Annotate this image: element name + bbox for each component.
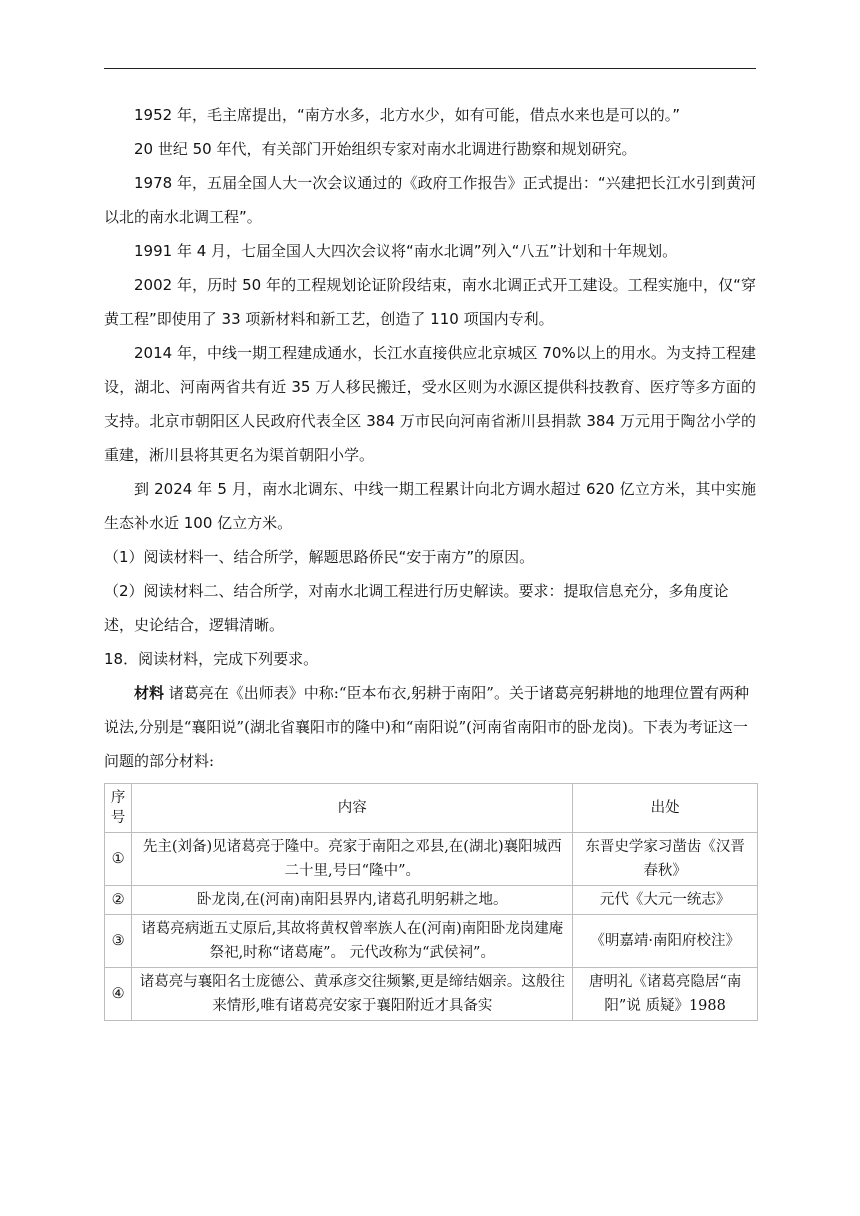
header-no: 序号 [105,784,132,833]
paragraph-1991: 1991 年 4 月，七届全国人大四次会议将“南水北调”列入“八五”计划和十年规划。 [134,242,678,260]
paragraph-1978: 1978 年，五届全国人大一次会议通过的《政府工作报告》正式提出：“兴建把长江水引到黄河以北的南水北调工程”。 [104,174,756,226]
question-1: （1）阅读材料一、结合所学，解题思路侨民“安于南方”的原因。 [104,548,535,566]
row-no: ③ [105,915,132,968]
material-label: 材料 [134,684,165,702]
table-header-row [105,784,758,833]
row-source: 东晋史学家习凿齿《汉晋春秋》 [573,833,758,886]
row-content: 诸葛亮病逝五丈原后,其故将黄权曾率族人在(河南)南阳卧龙岗建庵祭祀,时称“诸葛庵”。 元代改称为“武侯祠”。 [132,915,573,968]
row-source: 元代《大元一统志》 [573,886,758,915]
header-rule [104,68,756,69]
row-content: 诸葛亮与襄阳名士庞德公、黄承彦交往频繁,更是缔结姻亲。这般往来情形,唯有诸葛亮安家于襄阳附近才具备实 [132,968,573,1021]
row-no: ① [105,833,132,886]
evidence-table [104,783,758,1021]
row-content: 先主(刘备)见诸葛亮于隆中。亮家于南阳之邓县,在(湖北)襄阳城西二十里,号曰“隆中”。 [132,833,573,886]
table-row [105,833,758,886]
row-no: ② [105,886,132,915]
table-row [105,915,758,968]
question-2: （2）阅读材料二、结合所学，对南水北调工程进行历史解读。要求：提取信息充分，多角度论述，史论结合，逻辑清晰。 [104,582,729,634]
paragraph-2014: 2014 年，中线一期工程建成通水，长江水直接供应北京城区 70%以上的用水。为支持工程建设，湖北、河南两省共有近 35 万人移民搬迁，受水区则为水源区提供科技教育、医疗等多方面的支持。北京市朝阳区人民政府代表全区 384 万市民向河南省淅川县捐款 384 万元用于陶岔小学的重建，淅川县将其更名为渠首朝阳小学。 [104,344,756,464]
document-body [104,98,756,1021]
paragraph-2002: 2002 年，历时 50 年的工程规划论证阶段结束，南水北调正式开工建设。工程实施中，仅“穿黄工程”即使用了 33 项新材料和新工艺，创造了 110 项国内专利。 [104,276,756,328]
header-source: 出处 [573,784,758,833]
question-18-title: 18．阅读材料，完成下列要求。 [104,650,319,668]
table-row [105,886,758,915]
paragraph-2024: 到 2024 年 5 月，南水北调东、中线一期工程累计向北方调水超过 620 亿立方米，其中实施生态补水近 100 亿立方米。 [104,480,756,532]
table-row [105,968,758,1021]
row-no: ④ [105,968,132,1021]
header-content: 内容 [132,784,573,833]
material-text: 诸葛亮在《出师表》中称:“臣本布衣,躬耕于南阳”。关于诸葛亮躬耕地的地理位置有两种说法,分别是“襄阳说”(湖北省襄阳市的隆中)和“南阳说”(河南省南阳市的卧龙岗)。下表为考证这一问题的部分材料: [104,684,749,770]
row-source: 《明嘉靖·南阳府校注》 [573,915,758,968]
row-source: 唐明礼《诸葛亮隐居“南阳”说 质疑》1988 [573,968,758,1021]
question-18-material [104,676,756,778]
paragraph-1950s: 20 世纪 50 年代，有关部门开始组织专家对南水北调进行勘察和规划研究。 [134,140,637,158]
paragraph-1952: 1952 年，毛主席提出，“南方水多，北方水少，如有可能，借点水来也是可以的。” [134,106,680,124]
row-content: 卧龙岗,在(河南)南阳县界内,诸葛孔明躬耕之地。 [132,886,573,915]
